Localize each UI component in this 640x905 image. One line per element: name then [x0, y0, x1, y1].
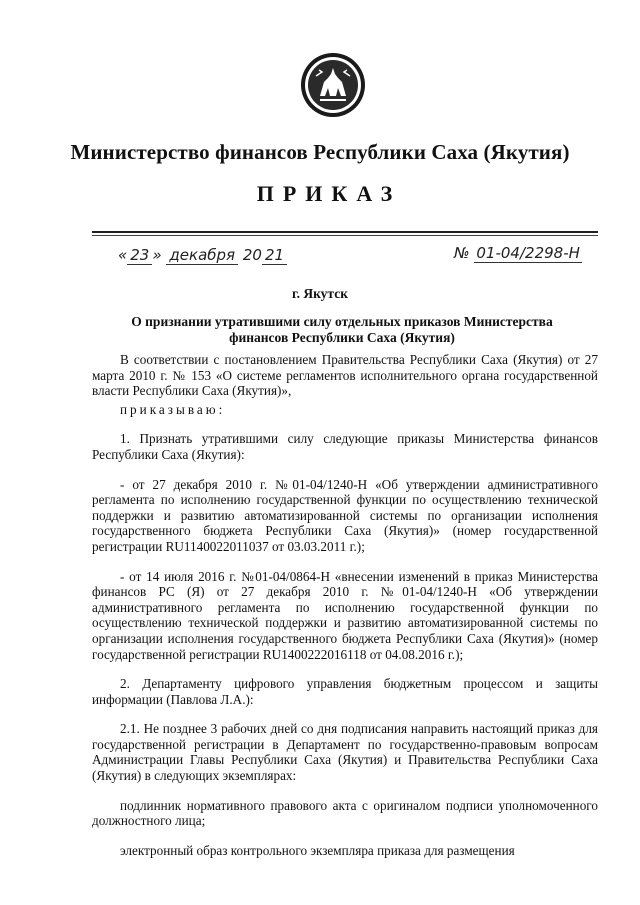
order-number — [454, 244, 582, 262]
city: г. Якутск — [291, 286, 348, 301]
ministry-name: Министерство финансов Республики Саха (Якутия) — [70, 140, 570, 164]
number-prefix: № — [454, 244, 470, 262]
order-body — [92, 352, 598, 858]
order-date — [118, 246, 287, 264]
paragraph-order-word: приказываю: — [120, 401, 226, 417]
header-rule-thin — [92, 235, 598, 236]
paragraph-item-1-a: - от 27 декабря 2010 г. №01-04/1240-Н «Об утверждении административного регламента по исполнению государственной функции по осуществлению технической поддержки и развитию автоматизированной системы по организации исполнения государственного бюджета Республики Саха (Якутия)» (номер государственной регистрации RU1140022011037 от 03.03.2011 г.); — [92, 476, 598, 554]
paragraph-original-copy: подлинник нормативного правового акта с оригиналом подписи уполномоченного должностного лица; — [92, 797, 598, 829]
date-year-prefix: 20 — [242, 246, 262, 264]
paragraph-basis: В соответствии с постановлением Правительства Республики Саха (Якутия) от 27 марта 2010 г. № 153 «О системе регламентов исполнительного органа государственной власти Республики Саха (Якутия)», — [92, 352, 598, 399]
coat-of-arms-emblem — [300, 52, 366, 118]
number-value: 01-04/2298-Н — [476, 244, 580, 262]
paragraph-electronic-copy: электронный образ контрольного экземпляра приказа для размещения — [120, 842, 515, 858]
header-rule-thick — [92, 231, 598, 233]
date-day: 23 — [127, 246, 152, 265]
paragraph-item-2: 2. Департаменту цифрового управления бюджетным процессом и защиты информации (Павлова Л.А.): — [92, 676, 598, 707]
date-close-quote: » — [152, 246, 162, 264]
date-open-quote: « — [118, 246, 128, 264]
paragraph-item-1-b: - от 14 июля 2016 г. №01-04/0864-Н «внесении изменений в приказ Министерства финансов РС (Я) от 27 декабря 2010 г. №01-04/1240-Н «Об утверждении административного регламента по исполнению государственной функции по осуществлению технической поддержки и развитию автоматизированной системы по организации исполнения государственного бюджета Республики Саха (Якутия)» (номер государственной регистрации RU1400222016118 от 04.08.2016 г.); — [92, 568, 598, 662]
paragraph-item-1: 1. Признать утратившими силу следующие приказы Министерства финансов Республики Саха (Якутия): — [92, 431, 598, 462]
date-year-suffix: 21 — [262, 246, 287, 265]
order-title: ПРИКАЗ — [256, 181, 402, 206]
order-subject: О признании утратившими силу отдельных приказов Министерства финансов Республики Саха (Якутия) — [131, 314, 553, 345]
date-month: декабря — [166, 246, 238, 265]
paragraph-item-2-1: 2.1. Не позднее 3 рабочих дней со дня подписания направить настоящий приказ для государственной регистрации в Департамент по государственно-правовым вопросам Администрации Главы Республики Саха (Якутия) и Правительства Республики Саха (Якутия) в следующих экземплярах: — [92, 721, 598, 784]
